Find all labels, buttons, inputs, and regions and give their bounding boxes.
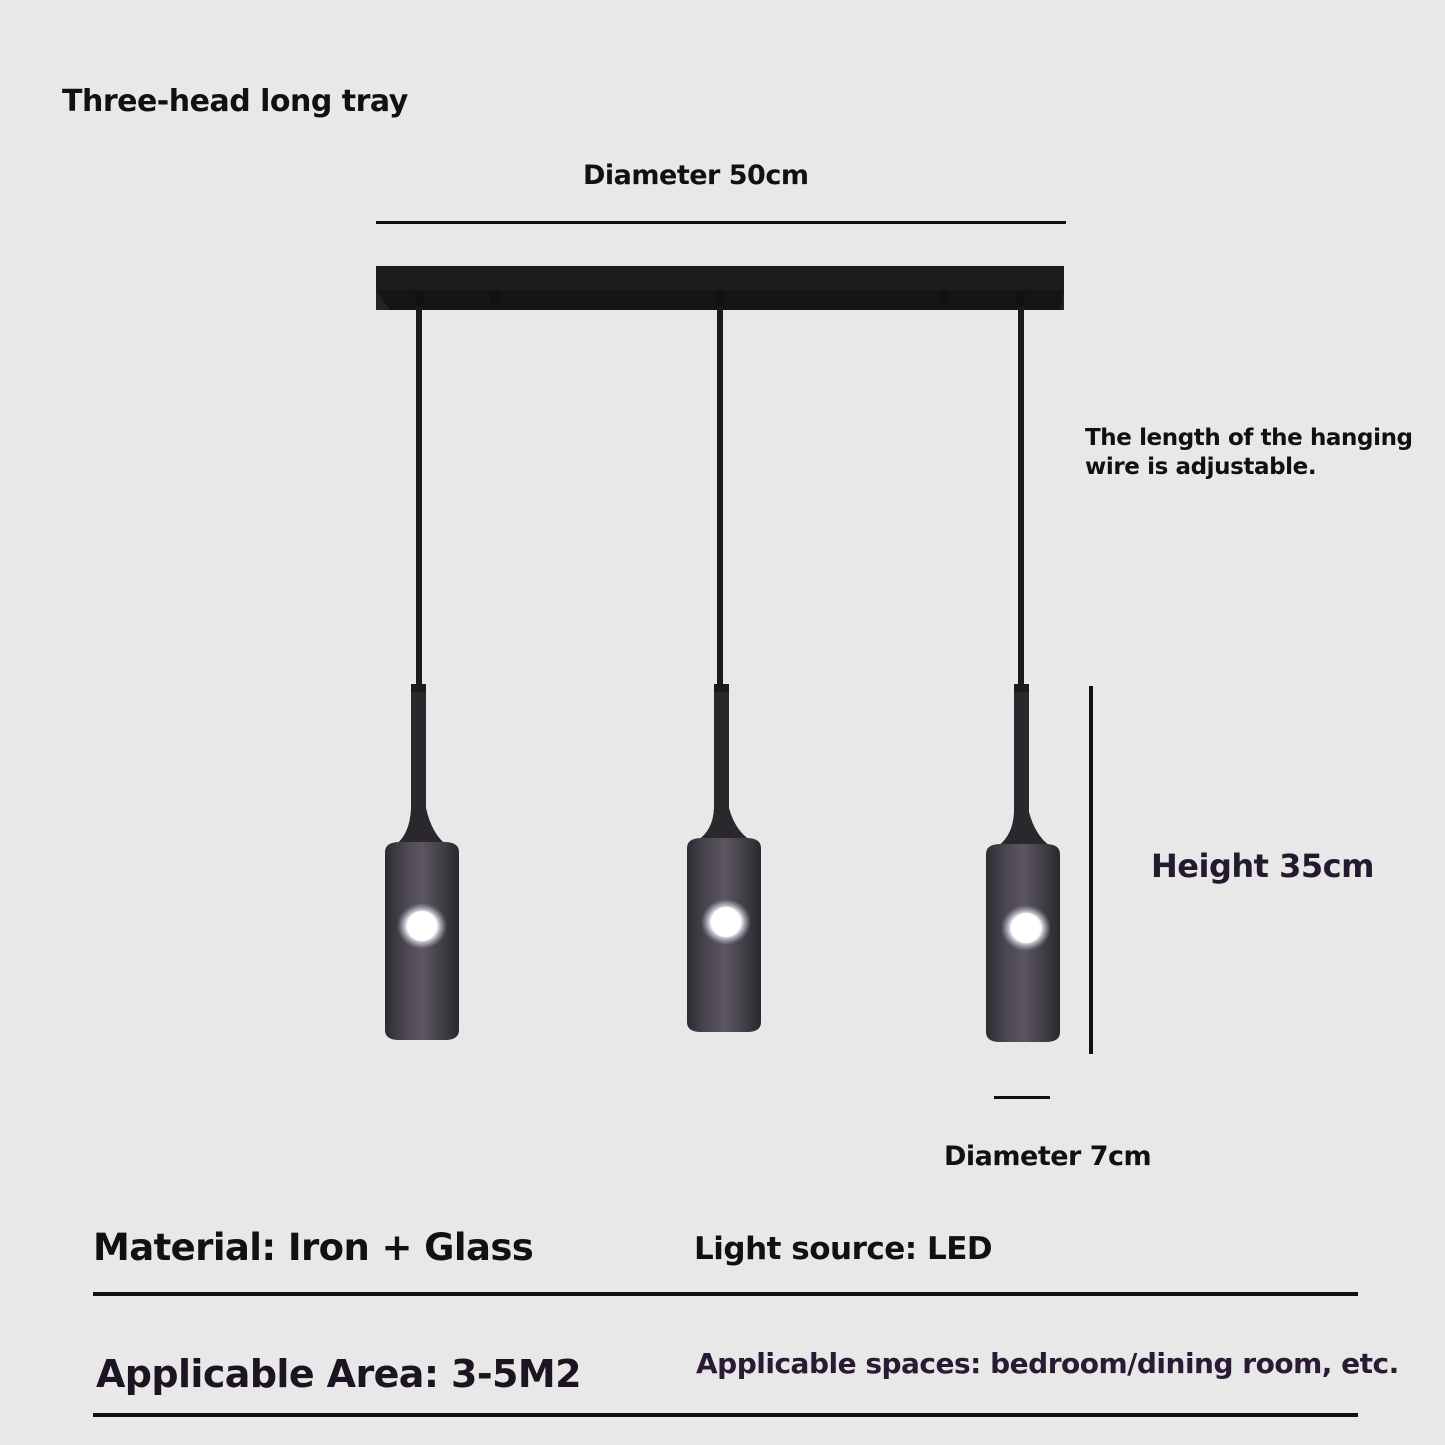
pendant-center (687, 292, 761, 1032)
spec-divider (93, 1292, 1358, 1296)
height-dimension-line (1089, 686, 1093, 1054)
spaces-spec: Applicable spaces: bedroom/dining room, etc. (696, 1347, 1399, 1380)
area-spec: Applicable Area: 3-5M2 (96, 1352, 581, 1396)
material-spec: Material: Iron + Glass (93, 1226, 534, 1269)
wire-length-note: The length of the hanging wire is adjustable. (1085, 425, 1413, 480)
width-dimension-label: Diameter 50cm (583, 160, 809, 191)
spec-divider (93, 1413, 1358, 1417)
height-dimension-label: Height 35cm (1151, 847, 1374, 885)
pendant-right (986, 292, 1060, 1042)
tray-screw (490, 292, 499, 306)
ceiling-tray (376, 266, 1064, 292)
pendant-left (385, 292, 459, 1040)
tray-screw (939, 292, 948, 306)
light-source-spec: Light source: LED (694, 1231, 993, 1267)
shade-diameter-label: Diameter 7cm (944, 1141, 1152, 1172)
shade-diameter-line (994, 1096, 1050, 1099)
page-title: Three-head long tray (62, 84, 408, 119)
